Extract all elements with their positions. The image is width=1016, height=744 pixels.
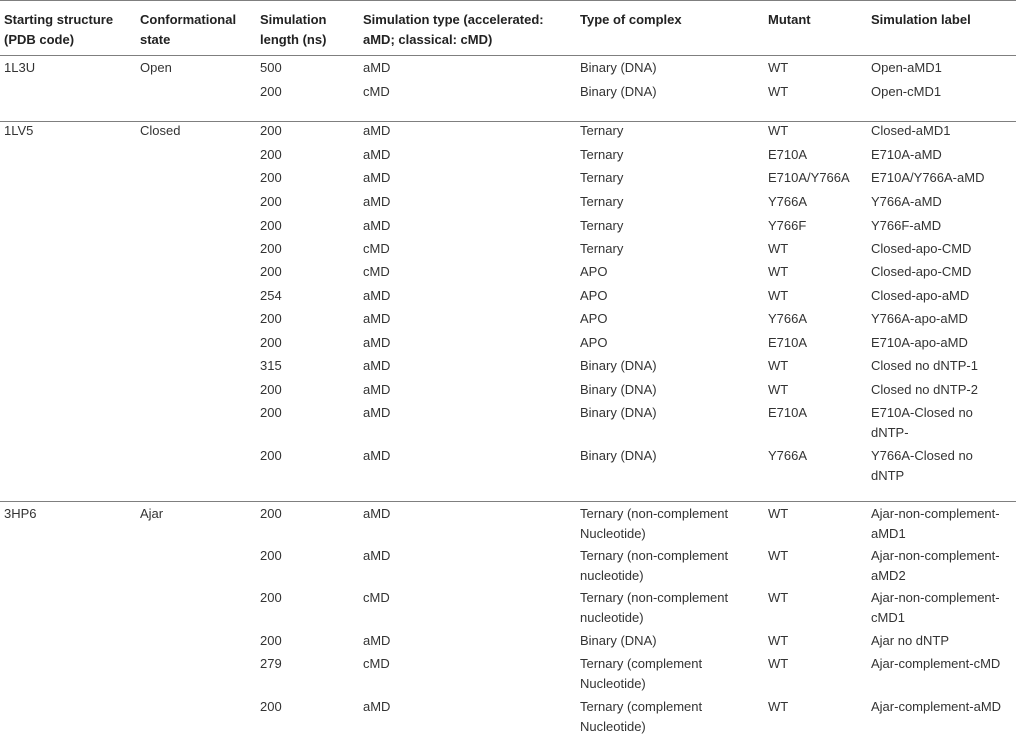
cell-length: 200 (260, 170, 282, 185)
cell-length: 200 (260, 264, 282, 279)
cell-label: Closed-apo-CMD (871, 264, 972, 279)
cell-label: E710A/Y766A-aMD (871, 170, 985, 185)
cell-mutant: WT (768, 382, 789, 397)
cell-sim-type: aMD (363, 218, 391, 233)
cell-complex: nucleotide) (580, 610, 644, 625)
cell-mutant: WT (768, 241, 789, 256)
cell-state: Ajar (140, 506, 164, 521)
column-header-mutant: Mutant (768, 12, 811, 27)
cell-complex: Binary (DNA) (580, 60, 657, 75)
cell-complex: Binary (DNA) (580, 405, 657, 420)
cell-length: 200 (260, 194, 282, 209)
cell-complex: Binary (DNA) (580, 84, 657, 99)
cell-length: 200 (260, 84, 282, 99)
cell-sim-type: aMD (363, 633, 391, 648)
cell-label: Ajar-non-complement- (871, 548, 1000, 563)
column-header-length: Simulation (260, 12, 327, 27)
cell-mutant: WT (768, 358, 789, 373)
cell-label: Open-cMD1 (871, 84, 942, 99)
cell-length: 200 (260, 123, 282, 138)
cell-length: 200 (260, 218, 282, 233)
cell-complex: APO (580, 288, 608, 303)
cell-label: E710A-Closed no (871, 405, 973, 420)
column-header-state: Conformational (140, 12, 237, 27)
cell-complex: Ternary (non-complement (580, 548, 729, 563)
cell-complex: Nucleotide) (580, 526, 646, 541)
cell-mutant: WT (768, 656, 789, 671)
cell-complex: Ternary (580, 123, 624, 138)
cell-label: Ajar-complement-aMD (871, 699, 1002, 714)
cell-label: Open-aMD1 (871, 60, 942, 75)
cell-length: 254 (260, 288, 282, 303)
cell-mutant: Y766F (768, 218, 807, 233)
cell-complex: APO (580, 335, 608, 350)
cell-mutant: Y766A (768, 448, 808, 463)
cell-label: Ajar-non-complement- (871, 506, 1000, 521)
cell-mutant: E710A/Y766A (768, 170, 850, 185)
cell-sim-type: aMD (363, 358, 391, 373)
cell-complex: nucleotide) (580, 568, 644, 583)
cell-complex: Ternary (non-complement (580, 506, 729, 521)
cell-length: 200 (260, 405, 282, 420)
cell-label: Ajar-complement-cMD (871, 656, 1001, 671)
cell-label: dNTP (871, 468, 905, 483)
cell-label: Y766A-Closed no (871, 448, 973, 463)
table-rule (0, 0, 1016, 1)
cell-sim-type: aMD (363, 335, 391, 350)
column-header-sim-type: Simulation type (accelerated: (363, 12, 544, 27)
cell-mutant: E710A (768, 335, 808, 350)
cell-complex: Ternary (complement (580, 699, 703, 714)
cell-length: 200 (260, 241, 282, 256)
cell-complex: Binary (DNA) (580, 448, 657, 463)
cell-complex: Ternary (580, 194, 624, 209)
cell-complex: Ternary (non-complement (580, 590, 729, 605)
cell-length: 200 (260, 382, 282, 397)
cell-sim-type: aMD (363, 699, 391, 714)
column-header-label: Simulation label (871, 12, 971, 27)
cell-sim-type: aMD (363, 123, 391, 138)
cell-sim-type: aMD (363, 382, 391, 397)
cell-label: aMD1 (871, 526, 906, 541)
cell-mutant: WT (768, 633, 789, 648)
column-header-state: state (140, 32, 171, 47)
cell-label: Ajar no dNTP (871, 633, 950, 648)
cell-length: 500 (260, 60, 282, 75)
cell-length: 200 (260, 699, 282, 714)
cell-mutant: WT (768, 84, 789, 99)
cell-length: 200 (260, 335, 282, 350)
cell-sim-type: cMD (363, 84, 390, 99)
cell-sim-type: aMD (363, 288, 391, 303)
cell-complex: Binary (DNA) (580, 633, 657, 648)
cell-sim-type: aMD (363, 194, 391, 209)
cell-complex: APO (580, 264, 608, 279)
cell-sim-type: aMD (363, 448, 391, 463)
cell-sim-type: aMD (363, 405, 391, 420)
cell-mutant: WT (768, 123, 789, 138)
cell-mutant: WT (768, 60, 789, 75)
cell-sim-type: aMD (363, 311, 391, 326)
cell-label: Closed-apo-aMD (871, 288, 970, 303)
cell-label: Closed no dNTP-2 (871, 382, 978, 397)
cell-complex: Binary (DNA) (580, 382, 657, 397)
cell-complex: Ternary (580, 241, 624, 256)
cell-sim-type: cMD (363, 264, 390, 279)
cell-label: aMD2 (871, 568, 906, 583)
column-header-structure: (PDB code) (4, 32, 75, 47)
cell-label: dNTP- (871, 425, 909, 440)
cell-label: cMD1 (871, 610, 905, 625)
cell-length: 200 (260, 633, 282, 648)
cell-mutant: E710A (768, 405, 808, 420)
cell-label: Closed no dNTP-1 (871, 358, 978, 373)
cell-length: 315 (260, 358, 282, 373)
cell-sim-type: aMD (363, 548, 391, 563)
cell-mutant: WT (768, 288, 789, 303)
cell-mutant: WT (768, 548, 789, 563)
cell-length: 200 (260, 590, 282, 605)
cell-sim-type: cMD (363, 590, 390, 605)
cell-sim-type: aMD (363, 506, 391, 521)
column-header-structure: Starting structure (4, 12, 114, 27)
cell-label: Y766A-aMD (871, 194, 942, 209)
table-rule (0, 501, 1016, 502)
cell-structure: 3HP6 (4, 506, 37, 521)
cell-mutant: Y766A (768, 194, 808, 209)
cell-length: 200 (260, 548, 282, 563)
cell-complex: Nucleotide) (580, 719, 646, 734)
cell-label: Y766A-apo-aMD (871, 311, 968, 326)
cell-mutant: WT (768, 699, 789, 714)
cell-mutant: WT (768, 264, 789, 279)
cell-state: Closed (140, 123, 181, 138)
cell-structure: 1L3U (4, 60, 36, 75)
cell-label: Closed-apo-CMD (871, 241, 972, 256)
cell-complex: Ternary (580, 147, 624, 162)
cell-length: 200 (260, 506, 282, 521)
cell-state: Open (140, 60, 172, 75)
cell-structure: 1LV5 (4, 123, 34, 138)
cell-label: Ajar-non-complement- (871, 590, 1000, 605)
cell-label: Closed-aMD1 (871, 123, 951, 138)
table-rule (0, 55, 1016, 56)
cell-sim-type: aMD (363, 170, 391, 185)
cell-complex: Binary (DNA) (580, 358, 657, 373)
cell-complex: APO (580, 311, 608, 326)
column-header-complex: Type of complex (580, 12, 682, 27)
cell-sim-type: aMD (363, 60, 391, 75)
column-header-sim-type: aMD; classical: cMD) (363, 32, 493, 47)
cell-mutant: Y766A (768, 311, 808, 326)
cell-complex: Ternary (complement (580, 656, 703, 671)
cell-label: E710A-apo-aMD (871, 335, 968, 350)
cell-length: 279 (260, 656, 282, 671)
cell-mutant: WT (768, 590, 789, 605)
cell-sim-type: cMD (363, 656, 390, 671)
cell-mutant: E710A (768, 147, 808, 162)
cell-complex: Ternary (580, 218, 624, 233)
cell-complex: Nucleotide) (580, 676, 646, 691)
cell-label: E710A-aMD (871, 147, 942, 162)
cell-label: Y766F-aMD (871, 218, 942, 233)
column-header-length: length (ns) (260, 32, 327, 47)
cell-sim-type: cMD (363, 241, 390, 256)
cell-length: 200 (260, 448, 282, 463)
cell-sim-type: aMD (363, 147, 391, 162)
cell-mutant: WT (768, 506, 789, 521)
cell-length: 200 (260, 147, 282, 162)
cell-complex: Ternary (580, 170, 624, 185)
cell-length: 200 (260, 311, 282, 326)
